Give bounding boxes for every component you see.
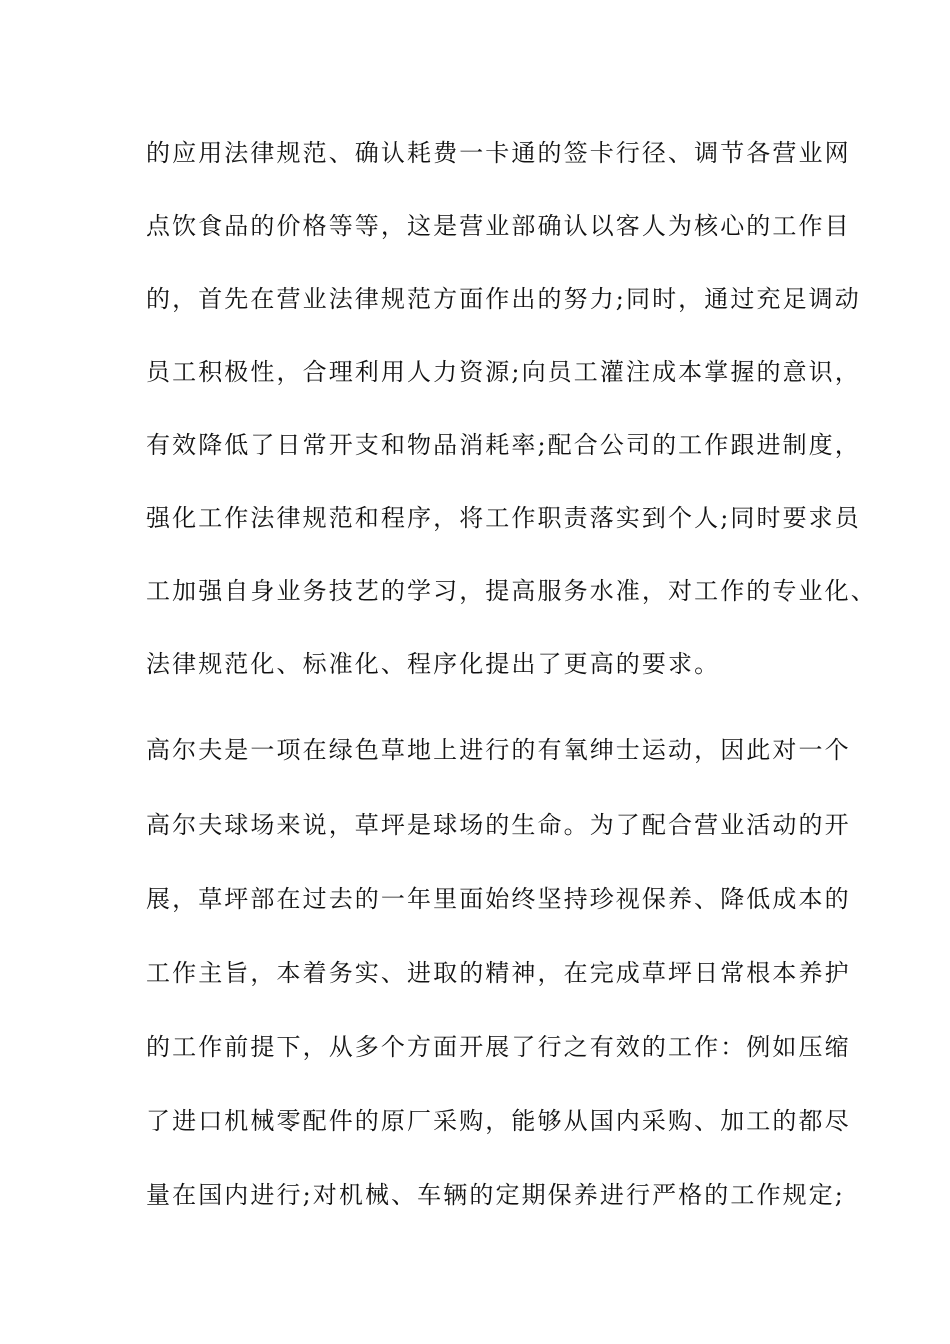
- text-line: 高尔夫是一项在绿色草地上进行的有氧绅士运动，因此对一个: [146, 736, 851, 764]
- text-line: 了进口机械零配件的原厂采购，能够从国内采购、加工的都尽: [146, 1107, 851, 1135]
- text-line: 量在国内进行;对机械、车辆的定期保养进行严格的工作规定;: [146, 1181, 845, 1209]
- text-line: 的，首先在营业法律规范方面作出的努力;同时，通过充足调动: [146, 285, 861, 313]
- text-line: 展，草坪部在过去的一年里面始终坚持珍视保养、降低成本的: [146, 885, 851, 913]
- text-line: 有效降低了日常开支和物品消耗率;配合公司的工作跟进制度，: [146, 431, 861, 459]
- text-line: 高尔夫球场来说，草坪是球场的生命。为了配合营业活动的开: [146, 811, 851, 839]
- text-line: 工加强自身业务技艺的学习，提高服务水准，对工作的专业化、: [146, 577, 877, 605]
- text-line: 的工作前提下，从多个方面开展了行之有效的工作：例如压缩: [146, 1033, 851, 1061]
- text-line: 点饮食品的价格等等，这是营业部确认以客人为核心的工作目: [146, 212, 851, 240]
- text-line: 员工积极性，合理利用人力资源;向员工灌注成本掌握的意识，: [146, 358, 861, 386]
- text-line: 强化工作法律规范和程序，将工作职责落实到个人;同时要求员: [146, 504, 861, 532]
- text-line: 的应用法律规范、确认耗费一卡通的签卡行径、调节各营业网: [146, 139, 851, 167]
- text-line: 工作主旨，本着务实、进取的精神，在完成草坪日常根本养护: [146, 959, 851, 987]
- text-line: 法律规范化、标准化、程序化提出了更高的要求。: [146, 650, 721, 678]
